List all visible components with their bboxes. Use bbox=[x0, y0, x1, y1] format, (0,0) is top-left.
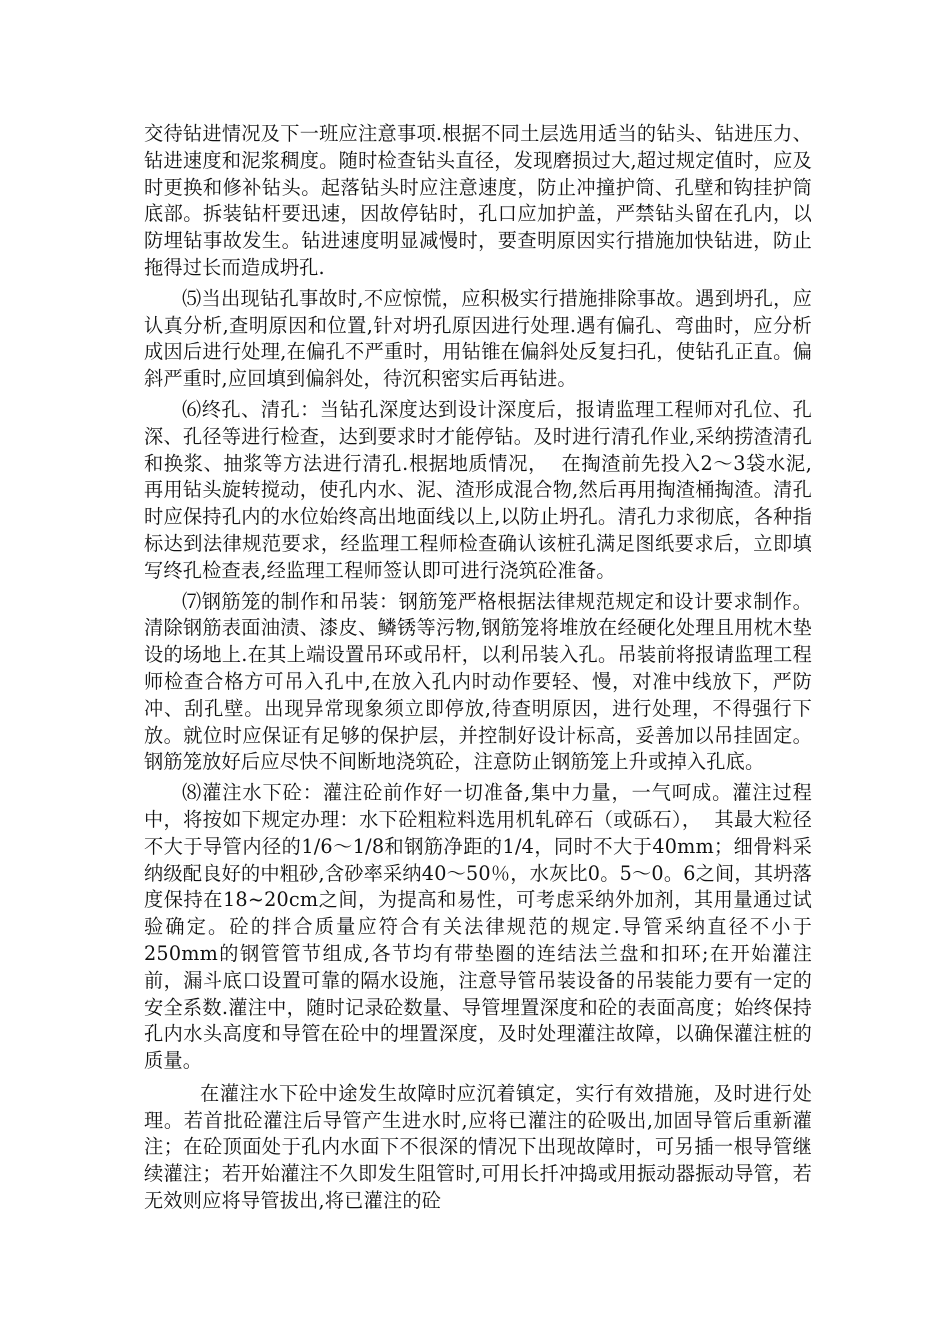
paragraph-final-hole-cleaning: ⑹终孔、清孔：当钻孔深度达到设计深度后，报请监理工程师对孔位、孔深、孔径等进行检查，达到要求时才能停钻。及时进行清孔作业,采纳捞渣清孔和换浆、抽浆等方法进行清孔.根据地质情况， 在掏渣前先投入2～3袋水泥,再用钻头旋转搅动，使孔内水、泥、渣形成混合物,然后再用掏渣桶掏渣。清孔时应保持孔内的水位始终高出地面线以上,以防止坍孔。清孔力求彻底，各种指标达到法律规范要求，经监理工程师检查确认该桩孔满足图纸要求后，立即填写终孔检查表,经监理工程师签认即可进行浇筑砼准备。 bbox=[144, 397, 812, 582]
paragraph-underwater-concrete: ⑻灌注水下砼：灌注砼前作好一切准备,集中力量，一气呵成。灌注过程中，将按如下规定办理：水下砼粗粒料选用机轧碎石（或砾石）， 其最大粒径不大于导管内径的1/6～1/8和钢筋净距的1/4，同时不大于40mm；细骨料采纳级配良好的中粗砂,含砂率采纳40～50％，水灰比0。5～0。6之间，其坍落度保持在18~20cm之间，为提高和易性，可考虑采纳外加剂，其用量通过试验确定。砼的拌合质量应符合有关法律规范的规定.导管采纳直径不小于250mm的钢管管节组成,各节均有带垫圈的连结法兰盘和扣环;在开始灌注前，漏斗底口设置可靠的隔水设施，注意导管吊装设备的吊装能力要有一定的安全系数.灌注中，随时记录砼数量、导管埋置深度和砼的表面高度；始终保持孔内水头高度和导管在砼中的埋置深度，及时处理灌注故障，以确保灌注桩的质量。 bbox=[144, 781, 812, 1073]
paragraph-fault-handling: 在灌注水下砼中途发生故障时应沉着镇定，实行有效措施，及时进行处理。若首批砼灌注后导管产生进水时,应将已灌注的砼吸出,加固导管后重新灌注；在砼顶面处于孔内水面下不很深的情况下出现故障时，可另插一根导管继续灌注；若开始灌注不久即发生阻管时,可用长扦冲捣或用振动器振动导管，若无效则应将导管拔出,将已灌注的砼 bbox=[144, 1081, 812, 1213]
paragraph-drilling-accident: ⑸当出现钻孔事故时,不应惊慌，应积极实行措施排除事故。遇到坍孔，应认真分析,查明原因和位置,针对坍孔原因进行处理.遇有偏孔、弯曲时，应分析成因后进行处理,在偏孔不严重时，用钻锥在偏斜处反复扫孔，使钻孔正直。偏斜严重时,应回填到偏斜处，待沉积密实后再钻进。 bbox=[144, 286, 812, 391]
paragraph-rebar-cage: ⑺钢筋笼的制作和吊装：钢筋笼严格根据法律规范规定和设计要求制作。清除钢筋表面油渍、漆皮、鳞锈等污物,钢筋笼将堆放在经硬化处理且用枕木垫设的场地上.在其上端设置吊环或吊杆，以利吊装入孔。吊装前将报请监理工程师检查合格方可吊入孔中,在放入孔内时动作要轻、慢，对准中线放下，严防冲、刮孔壁。出现异常现象须立即停放,待查明原因，进行处理，不得强行下放。就位时应保证有足够的保护层，并控制好设计标高，妥善加以吊挂固定。钢筋笼放好后应尽快不间断地浇筑砼，注意防止钢筋笼上升或掉入孔底。 bbox=[144, 589, 812, 774]
paragraph-continuation: 交待钻进情况及下一班应注意事项.根据不同土层选用适当的钻头、钻进压力、钻进速度和泥浆稠度。随时检查钻头直径，发现磨损过大,超过规定值时，应及时更换和修补钻头。起落钻头时应注意速度，防止冲撞护筒、孔壁和钩挂护筒底部。拆装钻杆要迅速，因故停钻时，孔口应加护盖，严禁钻头留在孔内，以防埋钻事故发生。钻进速度明显减慢时，要查明原因实行措施加快钻进，防止拖得过长而造成坍孔. bbox=[144, 122, 812, 279]
document-page bbox=[144, 121, 812, 1219]
